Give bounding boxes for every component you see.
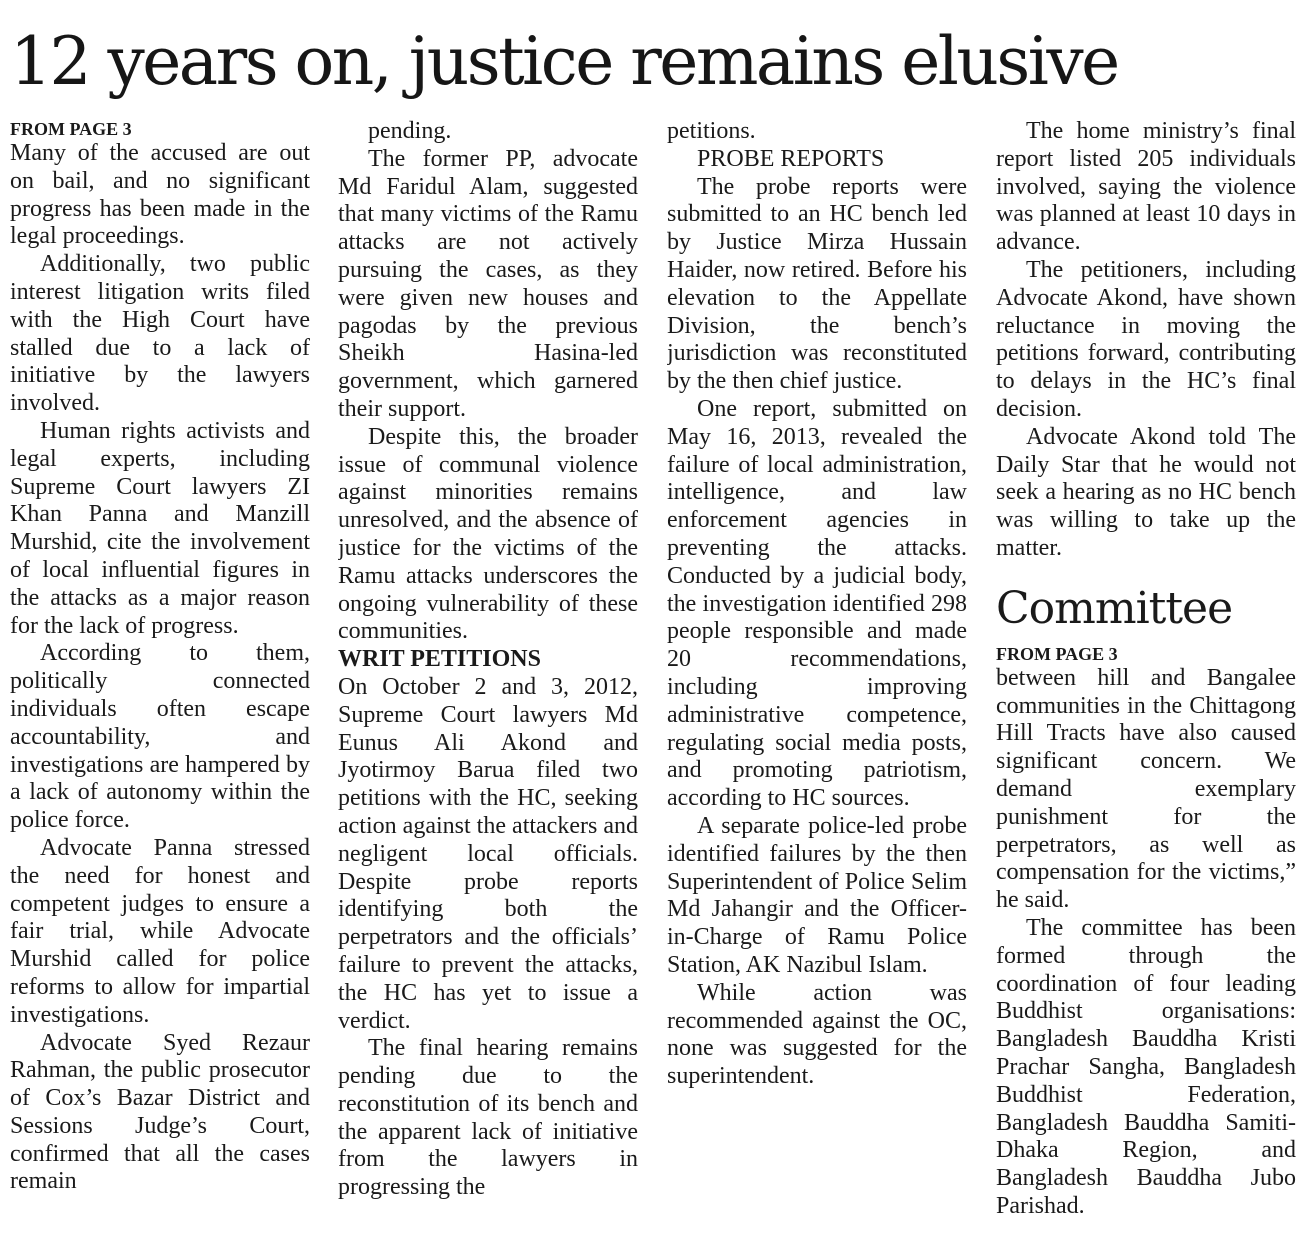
paragraph: The final hearing remains pending due to the reconstitution of its bench and the apparent lack of initiative from the lawyers in progressing the — [338, 1035, 638, 1201]
paragraph: Advocate Syed Rezaur Rahman, the public prosecutor of Cox’s Bazar District and Sessions Judge’s Court, confirmed that all the cases remain — [10, 1029, 310, 1195]
article-column-1 — [10, 118, 310, 1240]
paragraph: According to them, politically connected individuals often escape accountability, and investigations are hampered by a lack of autonomy within the police force. — [10, 640, 310, 834]
headline: 12 years on, justice remains elusive — [10, 23, 1118, 100]
continuation-kicker: FROM PAGE 3 — [10, 119, 132, 139]
paragraph: Despite this, the broader issue of communal violence against minorities remains unresolved, and the absence of justice for the victims of the Ramu attacks underscores the ongoing vulnerability of these communities. — [338, 423, 638, 645]
paragraph: The probe reports were submitted to an HC bench led by Justice Mirza Hussain Haider, now retired. Before his elevation to the Appellate Division, the bench’s jurisdiction was reconstituted by the then chief justice. — [667, 173, 967, 395]
paragraph: The home ministry’s final report listed 205 individuals involved, saying the violence was planned at least 10 days in advance. — [996, 118, 1296, 256]
paragraph: Human rights activists and legal experts, including Supreme Court lawyers ZI Khan Panna and Manzill Murshid, cite the involvement of local influential figures in the attacks as a major reason for the lack of progress. — [10, 417, 310, 639]
paragraph: The petitioners, including Advocate Akond, have shown reluctance in moving the petitions forward, contributing to delays in the HC’s final decision. — [996, 256, 1296, 422]
committee-headline: Committee — [996, 582, 1233, 634]
continuation-kicker: FROM PAGE 3 — [996, 643, 1118, 664]
paragraph: pending. — [368, 118, 452, 144]
paragraph: While action was recommended against the OC, none was suggested for the superintendent. — [667, 979, 967, 1090]
paragraph: The former PP, advocate Md Faridul Alam, suggested that many victims of the Ramu attacks are not actively pursuing the cases, as they were given new houses and pagodas by the previous Sheikh Hasina-led government, which garnered their support. — [338, 145, 638, 422]
paragraph: Additionally, two public interest litigation writs filed with the High Court have stalled due to a lack of initiative by the lawyers involved. — [10, 251, 310, 417]
article-column-3 — [667, 118, 967, 1240]
paragraph: Many of the accused are out on bail, and no significant progress has been made in the legal proceedings. — [10, 140, 310, 250]
paragraph: Advocate Panna stressed the need for honest and competent judges to ensure a fair trial, while Advocate Murshid called for police reforms to allow for impartial investigations. — [10, 834, 310, 1028]
section-subhead: WRIT PETITIONS — [338, 646, 541, 673]
article-column-2 — [338, 118, 638, 1240]
paragraph: On October 2 and 3, 2012, Supreme Court lawyers Md Eunus Ali Akond and Jyotirmoy Barua filed two petitions with the HC, seeking action against the attackers and negligent local officials. Despite probe reports identifying both the perpetrators and the officials’ failure to prevent the attacks, the HC has yet to issue a verdict. — [338, 673, 638, 1034]
paragraph: petitions. — [667, 118, 756, 144]
paragraph: The committee has been formed through the coordination of four leading Buddhist organisations: Bangladesh Bauddha Kristi Prachar Sangha, Bangladesh Buddhist Federation, Bangladesh Bauddha Samiti- Dhaka Region, and Bangladesh Bauddha Jubo Parishad. — [996, 914, 1296, 1219]
article-column-4 — [996, 118, 1296, 1240]
paragraph: A separate police-led probe identified failures by the then Superintendent of Police Selim Md Jahangir and the Officer-in-Charge of Ramu Police Station, AK Nazibul Islam. — [667, 812, 967, 978]
paragraph: One report, submitted on May 16, 2013, revealed the failure of local administration, intelligence, and law enforcement agencies in preventing the attacks. Conducted by a judicial body, the investigation identified 298 people responsible and made 20 recommendations, including improving administrative competence, regulating social media posts, and promoting patriotism, according to HC sources. — [667, 395, 967, 812]
paragraph: Advocate Akond told The Daily Star that he would not seek a hearing as no HC bench was willing to take up the matter. — [996, 423, 1296, 561]
paragraph: between hill and Bangalee communities in the Chittagong Hill Tracts have also caused significant concern. We demand exemplary punishment for the perpetrators, as well as compensation for the victims,” he said. — [996, 664, 1296, 914]
section-subhead: PROBE REPORTS — [697, 145, 885, 172]
